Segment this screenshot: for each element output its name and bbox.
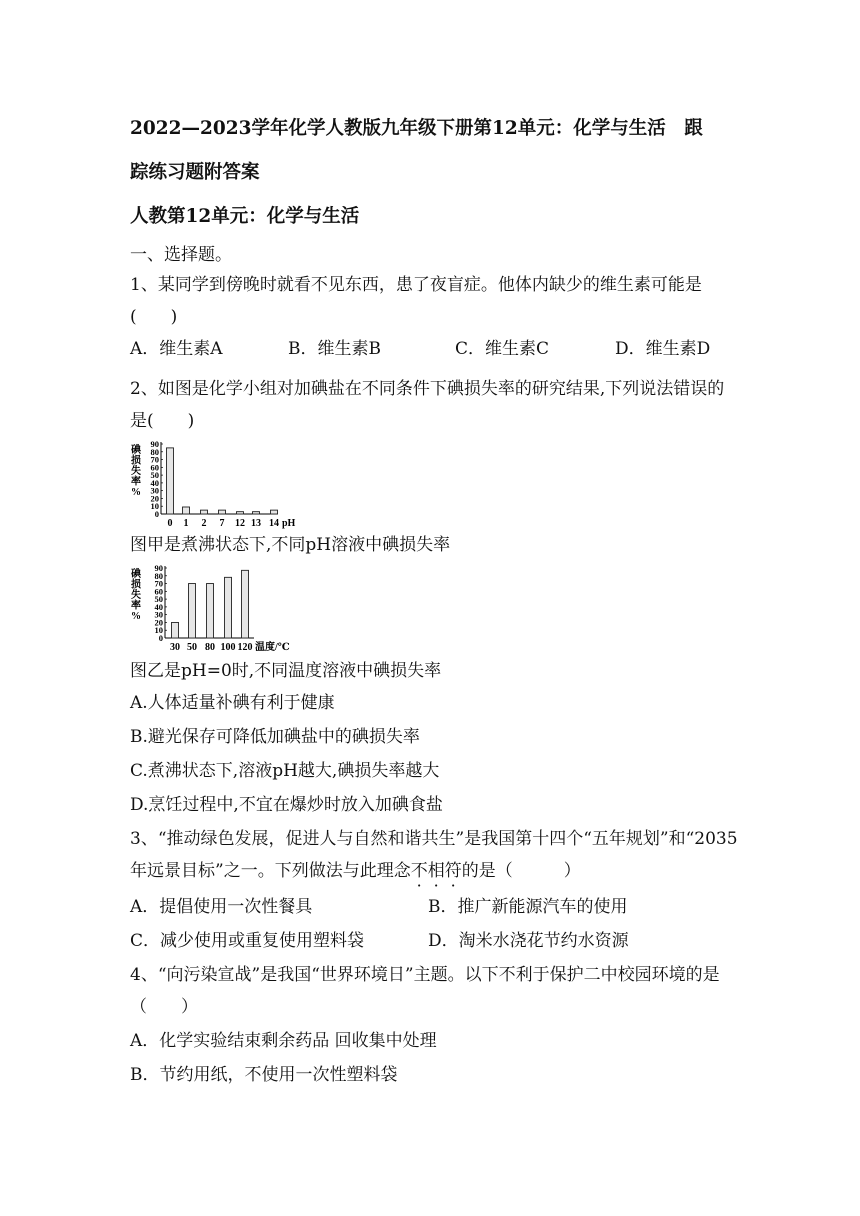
q3-option-b: B．推广新能源汽车的使用 — [428, 897, 628, 917]
x-tick-label: 12 — [235, 518, 245, 529]
y-tick-label: 30 — [154, 609, 163, 620]
y-axis-label-char: % — [131, 611, 141, 622]
chart-temperature-iodine-loss — [128, 562, 308, 654]
bar — [167, 448, 174, 514]
q4-paren: （ ） — [130, 997, 198, 1017]
q2-stem-line1: 2、如图是化学小组对加碘盐在不同条件下碘损失率的研究结果,下列说法错误的 — [130, 379, 725, 399]
q3-stem-line1: 3、“推动绿色发展，促进人与自然和谐共生”是我国第十四个“五年规划”和“2035 — [130, 829, 738, 849]
q3-emphasis-char: 符 — [444, 861, 462, 881]
q4-option-a: A．化学实验结束剩余药品 回收集中处理 — [130, 1031, 437, 1051]
x-tick-label: 2 — [201, 518, 207, 529]
y-tick-label: 90 — [154, 563, 163, 573]
q1-option-c: C．维生素C — [455, 339, 550, 359]
y-tick-label: 40 — [154, 601, 163, 612]
q1-option-b: B．维生素B — [288, 339, 381, 359]
x-tick-label: 100 — [220, 642, 236, 653]
y-axis-label-char: 率 — [131, 600, 141, 612]
q2-option-d: D.烹饪过程中,不宜在爆炒时放入加碘食盐 — [130, 795, 443, 815]
y-axis-label-char: 碘 — [131, 445, 141, 456]
q1-option-a: A．维生素A — [130, 339, 223, 359]
y-tick-label: 20 — [154, 617, 163, 628]
q1-paren: ( ) — [130, 307, 178, 327]
x-tick-label: 14 — [269, 518, 279, 529]
bar — [172, 622, 179, 638]
x-tick-label: 80 — [205, 642, 215, 653]
y-tick-label: 80 — [154, 570, 163, 581]
doc-title-line2: 踪练习题附答案 — [130, 162, 260, 183]
q2-caption-1: 图甲是煮沸状态下,不同pH溶液中碘损失率 — [130, 535, 451, 555]
x-tick-label: 1 — [183, 518, 189, 529]
y-tick-label: 70 — [154, 578, 163, 589]
x-tick-label: 120 — [237, 642, 253, 653]
y-tick-label: 60 — [154, 586, 163, 597]
bar — [183, 507, 190, 514]
q2-option-b: B.避光保存可降低加碘盐中的碘损失率 — [130, 727, 420, 747]
y-tick-label: 60 — [150, 462, 159, 473]
y-axis-label-char: 失 — [131, 466, 141, 477]
y-tick-label: 30 — [150, 485, 159, 496]
q1-option-d: D．维生素D — [615, 339, 711, 359]
x-tick-label: 0 — [167, 518, 173, 529]
q3-stem-line2 — [130, 860, 581, 882]
q2-option-c: C.煮沸状态下,溶液pH越大,碘损失率越大 — [130, 761, 440, 781]
y-axis-label-char: 碘 — [131, 569, 141, 580]
q4-option-b: B．节约用纸，不使用一次性塑料袋 — [130, 1065, 398, 1085]
y-axis-label-char: 损 — [131, 579, 141, 591]
x-axis-label: pH — [282, 518, 296, 529]
q4-stem: 4、“向污染宣战”是我国“世界环境日”主题。以下不利于保护二中校园环境的是 — [130, 965, 720, 985]
q1-stem: 1、某同学到傍晚时就看不见东西，患了夜盲症。他体内缺少的维生素可能是 — [130, 275, 702, 295]
x-tick-label: 50 — [187, 642, 197, 653]
bar — [201, 510, 208, 514]
y-tick-label: 10 — [154, 625, 163, 636]
bar — [219, 510, 226, 514]
y-axis-label-char: 损 — [131, 455, 141, 467]
y-axis-label-char: % — [131, 487, 141, 498]
y-axis-label-char: 率 — [131, 476, 141, 488]
x-axis-label: 温度/℃ — [255, 642, 290, 653]
y-tick-label: 80 — [150, 446, 159, 457]
q3-emphasis-char: 不 — [410, 861, 428, 881]
y-tick-label: 50 — [154, 594, 163, 605]
y-axis-label-char: 失 — [131, 590, 141, 601]
bar — [189, 584, 196, 638]
unit-subtitle: 人教第12单元：化学与生活 — [130, 206, 360, 227]
bar — [237, 512, 244, 514]
section-heading: 一、选择题。 — [130, 245, 232, 265]
q3-emphasis-char: 相 — [427, 861, 445, 881]
chart-ph-iodine-loss — [128, 438, 308, 530]
y-tick-label: 70 — [150, 454, 159, 465]
bar — [207, 584, 214, 638]
bar — [271, 510, 278, 514]
y-tick-label: 50 — [150, 470, 159, 481]
y-tick-label: 40 — [150, 477, 159, 488]
y-tick-label: 10 — [150, 501, 159, 512]
q2-stem-line2: 是( ) — [130, 411, 195, 431]
bar — [242, 570, 249, 638]
y-tick-label: 0 — [154, 509, 159, 519]
q3-stem-post: 的是（ ） — [461, 861, 581, 881]
q3-option-c: C．减少使用或重复使用塑料袋 — [130, 931, 365, 951]
q2-option-a: A.人体适量补碘有利于健康 — [130, 693, 335, 713]
y-tick-label: 0 — [158, 633, 163, 643]
doc-title-line1: 2022—2023学年化学人教版九年级下册第12单元：化学与生活 跟 — [130, 118, 703, 139]
q3-option-a: A．提倡使用一次性餐具 — [130, 897, 313, 917]
q3-option-d: D．淘米水浇花节约水资源 — [428, 931, 629, 951]
y-tick-label: 20 — [150, 493, 159, 504]
q3-stem-pre: 年远景目标”之一。下列做法与此理念 — [130, 861, 411, 881]
y-tick-label: 90 — [150, 439, 159, 449]
bar — [253, 512, 260, 514]
bar — [225, 577, 232, 638]
x-tick-label: 13 — [251, 518, 261, 529]
x-tick-label: 30 — [170, 642, 180, 653]
x-tick-label: 7 — [219, 518, 225, 529]
q2-caption-2: 图乙是pH=0时,不同温度溶液中碘损失率 — [130, 661, 442, 681]
